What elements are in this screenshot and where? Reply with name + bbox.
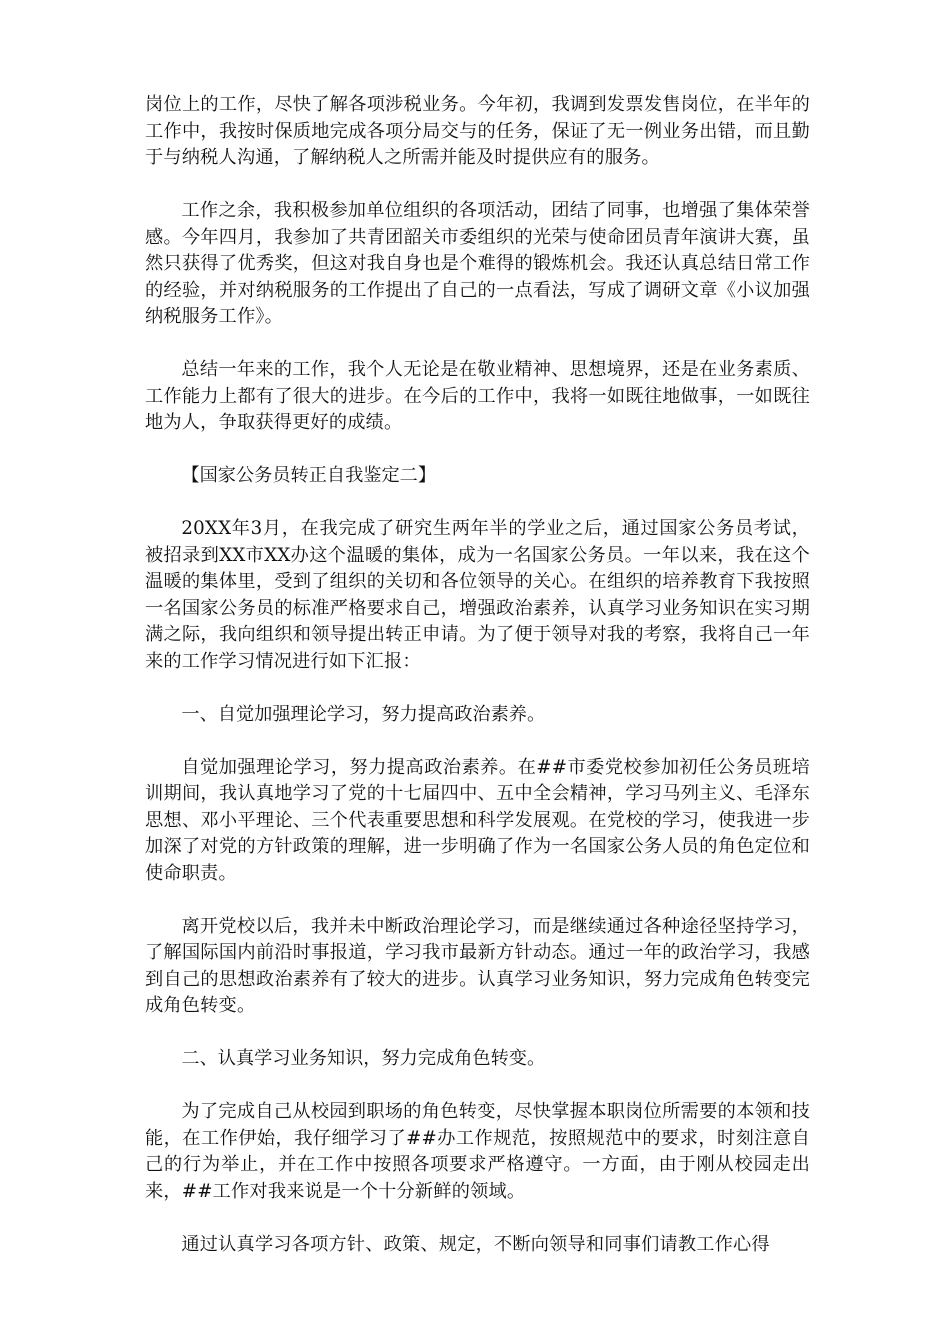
paragraph-learning: 通过认真学习各项方针、政策、规定，不断向领导和同事们请教工作心得 [181, 1233, 770, 1255]
paragraph-intro: 20XX年3月，在我完成了研究生两年半的学业之后，通过国家公务员考试，被招录到XX市XX办这个温暖的集体，成为一名国家公务员。一年以来，我在这个温暖的集体里，受到了组织的关切和各位领导的关心。在组织的培养教育下我按照一名国家公务员的标准严格要求自己，增强政治素养，认真学习业务知识在实习期满之际，我向组织和领导提出转正申请。为了便于领导对我的考察，我将自己一年来的工作学习情况进行如下汇报： [145, 518, 810, 672]
paragraph-job-duties: 岗位上的工作，尽快了解各项涉税业务。今年初，我调到发票发售岗位，在半年的工作中，我按时保质地完成各项分局交与的任务，保证了无一例业务出错，而且勤于与纳税人沟通，了解纳税人之所需并能及时提供应有的服务。 [145, 94, 810, 168]
document-page [145, 92, 810, 1258]
section-title: 【国家公务员转正自我鉴定二】 [181, 465, 437, 486]
paragraph-political-study: 自觉加强理论学习，努力提高政治素养。在##市委党校参加初任公务员班培训期间，我认真地学习了党的十七届四中、五中全会精神，学习马列主义、毛泽东思想、邓小平理论、三个代表重要思想和科学发展观。在党校的学习，使我进一步加深了对党的方针政策的理解，进一步明确了作为一名国家公务人员的角色定位和使命职责。 [145, 756, 810, 884]
heading-two: 二、认真学习业务知识，努力完成角色转变。 [181, 1048, 546, 1069]
heading-one: 一、自觉加强理论学习，努力提高政治素养。 [181, 703, 546, 725]
paragraph-continued-study: 离开党校以后，我并未中断政治理论学习，而是继续通过各种途径坚持学习，了解国际国内前沿时事报道，学习我市最新方针动态。通过一年的政治学习，我感到自己的思想政治素养有了较大的进步。认真学习业务知识，努力完成角色转变完成角色转变。 [145, 915, 810, 1016]
paragraph-activities: 工作之余，我积极参加单位组织的各项活动，团结了同事，也增强了集体荣誉感。今年四月，我参加了共青团韶关市委组织的光荣与使命团员青年演讲大赛，虽然只获得了优秀奖，但这对我自身也是个难得的锻炼机会。我还认真总结日常工作的经验，并对纳税服务的工作提出了自己的一点看法，写成了调研文章《小议加强纳税服务工作》。 [145, 200, 810, 327]
paragraph-summary: 总结一年来的工作，我个人无论是在敬业精神、思想境界，还是在业务素质、工作能力上都有了很大的进步。在今后的工作中，我将一如既往地做事，一如既往地为人，争取获得更好的成绩。 [145, 359, 810, 433]
paragraph-role-transition: 为了完成自己从校园到职场的角色转变，尽快掌握本职岗位所需要的本领和技能，在工作伊始，我仔细学习了##办工作规范，按照规范中的要求，时刻注意自己的行为举止，并在工作中按照各项要求严格遵守。一方面，由于刚从校园走出来，##工作对我来说是一个十分新鲜的领域。 [145, 1101, 810, 1202]
